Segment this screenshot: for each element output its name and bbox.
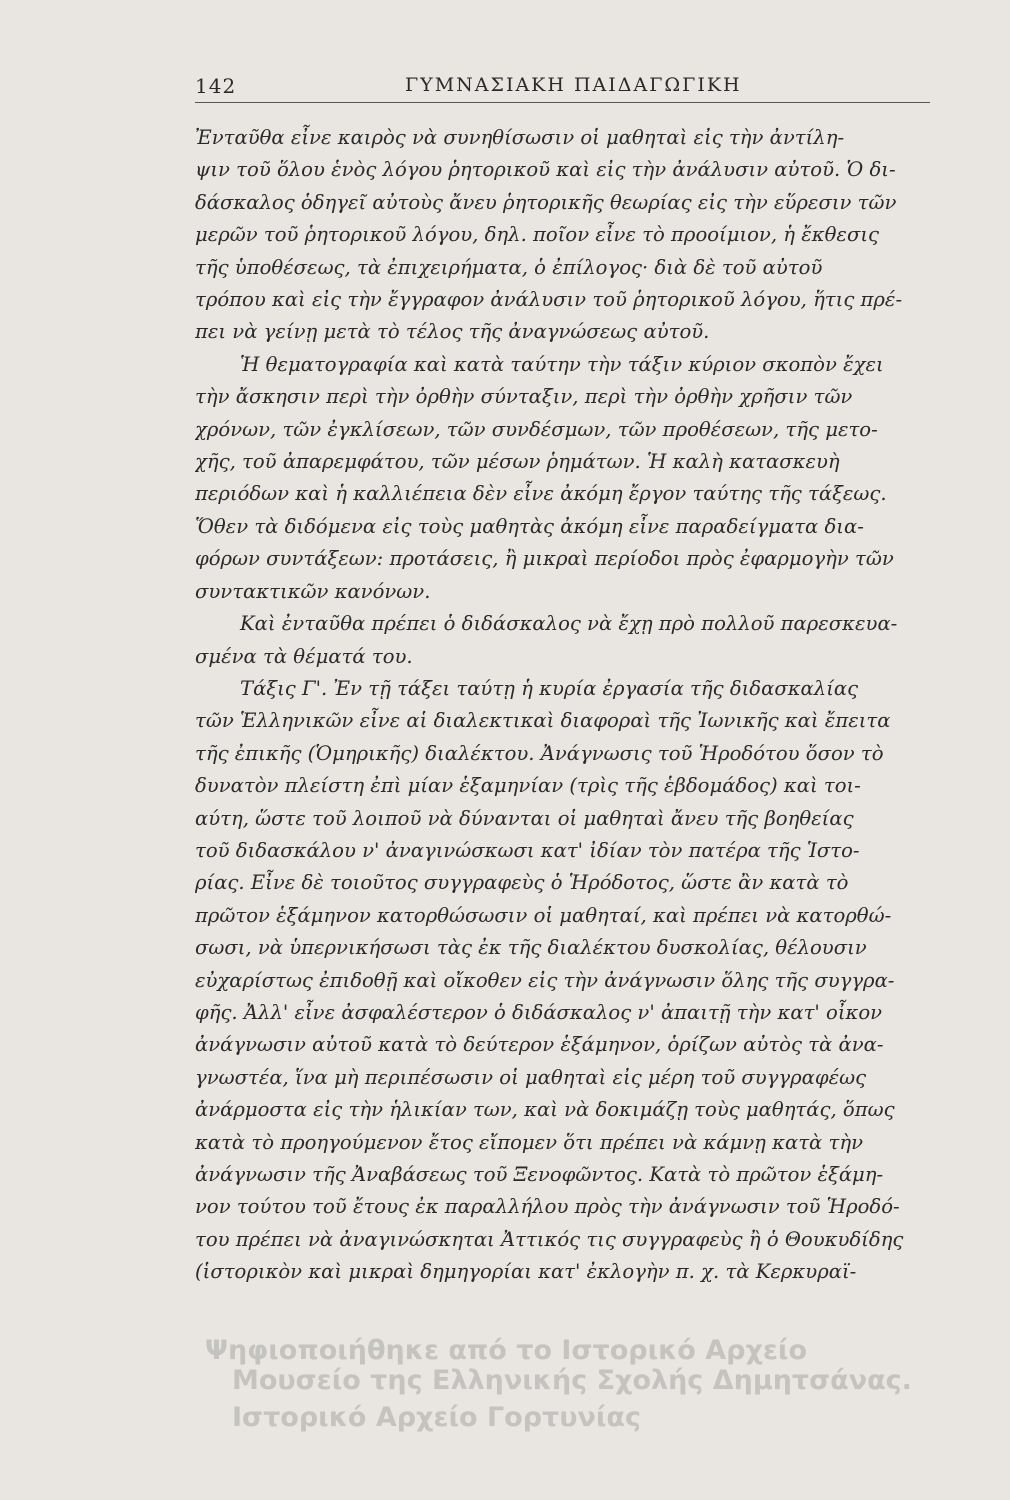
text-line: δάσκαλος ὁδηγεῖ αὐτοὺς ἄνευ ῥητορικῆς θεωρίας εἰς τὴν εὕρεσιν τῶν <box>195 190 897 214</box>
page-number: 142 <box>195 74 237 98</box>
text-line: ἀνάγνωσιν αὐτοῦ κατὰ τὸ δεύτερον ἑξάμηνον, ὁρίζων αὐτὸς τὰ ἀνα- <box>195 1033 884 1057</box>
text-line: πρῶτον ἑξάμηνον κατορθώσωσιν οἱ μαθηταί, καὶ πρέπει νὰ κατορθώ- <box>195 903 892 927</box>
text-line: ρίας. Εἶνε δὲ τοιοῦτος συγγραφεὺς ὁ Ἡρόδοτος, ὥστε ἂν κατὰ τὸ <box>195 871 849 895</box>
text-line: Ἐνταῦθα εἶνε καιρὸς νὰ συνηθίσωσιν οἱ μαθηταὶ εἰς τὴν ἀντίλη- <box>195 126 845 149</box>
section-heading-line: Τάξις Γ'. Ἐν τῇ τάξει ταύτῃ ἡ κυρία ἐργασία τῆς διδασκαλίας <box>240 676 859 700</box>
text-line: γνωστέα, ἵνα μὴ περιπέσωσιν οἱ μαθηταὶ εἰς μέρη τοῦ συγγραφέως <box>195 1065 867 1089</box>
text-line: ἀνάρμοστα εἰς τὴν ἡλικίαν των, καὶ νὰ δοκιμάζῃ τοὺς μαθητάς, ὅπως <box>195 1098 895 1122</box>
body-text <box>195 122 935 1289</box>
text-line: δυνατὸν πλείστη ἐπὶ μίαν ἑξαμηνίαν (τρὶς τῆς ἑβδομάδος) καὶ τοι- <box>195 774 861 798</box>
text-line: Ἡ θεματογραφία καὶ κατὰ ταύτην τὴν τάξιν κύριον σκοπὸν ἔχει <box>240 352 884 376</box>
watermark-line-1: Ψηφιοποιήθηκε από το Ιστορικό Αρχείο <box>205 1335 807 1366</box>
text-line: τὴν ἄσκησιν περὶ τὴν ὀρθὴν σύνταξιν, περὶ τὴν ὀρθὴν χρῆσιν τῶν <box>195 385 853 409</box>
text-line: τῶν Ἑλληνικῶν εἶνε αἱ διαλεκτικαὶ διαφοραὶ τῆς Ἰωνικῆς καὶ ἔπειτα <box>195 709 891 733</box>
text-line: τῆς ἐπικῆς (Ὁμηρικῆς) διαλέκτου. Ἀνάγνωσις τοῦ Ἡροδότου ὅσον τὸ <box>195 741 884 765</box>
text-line: (ἱστορικὸν καὶ μικραὶ δημηγορίαι κατ' ἐκλογὴν π. χ. τὰ Κερκυραϊ- <box>195 1260 857 1284</box>
text-line: ἀνάγνωσιν τῆς Ἀναβάσεως τοῦ Ξενοφῶντος. Κατὰ τὸ πρῶτον ἑξάμη- <box>195 1163 884 1186</box>
text-line: Καὶ ἐνταῦθα πρέπει ὁ διδάσκαλος νὰ ἔχῃ πρὸ πολλοῦ παρεσκευα- <box>240 612 898 636</box>
text-line: μερῶν τοῦ ῥητορικοῦ λόγου, δηλ. ποῖον εἶνε τὸ προοίμιον, ἡ ἔκθεσις <box>195 223 879 247</box>
page-header <box>195 68 930 103</box>
text-line: τοῦ διδασκάλου ν' ἀναγινώσκωσι κατ' ἰδίαν τὸν πατέρα τῆς Ἱστο- <box>195 838 860 862</box>
text-line: εὐχαρίστως ἐπιδοθῇ καὶ οἴκοθεν εἰς τὴν ἀνάγνωσιν ὅλης τῆς συγγρα- <box>195 968 895 992</box>
watermark-line-3: Ιστορικό Αρχείο Γορτυνίας <box>232 1402 641 1433</box>
watermark-line-2: Μουσείο της Ελληνικής Σχολής Δημητσάνας. <box>232 1365 912 1396</box>
text-line: χρόνων, τῶν ἐγκλίσεων, τῶν συνδέσμων, τῶν προθέσεων, τῆς μετο- <box>195 417 878 441</box>
text-line: σωσι, νὰ ὑπερνικήσωσι τὰς ἐκ τῆς διαλέκτου δυσκολίας, θέλουσιν <box>195 936 867 960</box>
text-line: περιόδων καὶ ἡ καλλιέπεια δὲν εἶνε ἀκόμη ἔργον ταύτης τῆς τάξεως. <box>195 482 887 506</box>
text-line: ψιν τοῦ ὅλου ἑνὸς λόγου ῥητορικοῦ καὶ εἰς τὴν ἀνάλυσιν αὐτοῦ. Ὁ δι- <box>195 158 896 182</box>
text-line: τρόπου καὶ εἰς τὴν ἔγγραφον ἀνάλυσιν τοῦ ῥητορικοῦ λόγου, ἥτις πρέ- <box>195 288 903 312</box>
text-line: τῆς ὑποθέσεως, τὰ ἐπιχειρήματα, ὁ ἐπίλογος· διὰ δὲ τοῦ αὐτοῦ <box>195 255 823 279</box>
text-line: φόρων συντάξεων: προτάσεις, ἢ μικραὶ περίοδοι πρὸς ἐφαρμογὴν τῶν <box>195 547 894 571</box>
running-title: ΓΥΜΝΑΣΙΑΚΗ ΠΑΙΔΑΓΩΓΙΚΗ <box>405 74 742 96</box>
text-line: Ὅθεν τὰ διδόμενα εἰς τοὺς μαθητὰς ἀκόμη εἶνε παραδείγματα δια- <box>195 514 864 538</box>
text-line: κατὰ τὸ προηγούμενον ἔτος εἴπομεν ὅτι πρέπει νὰ κάμνῃ κατὰ τὴν <box>195 1130 863 1154</box>
text-line: φῆς. Ἀλλ' εἶνε ἀσφαλέστερον ὁ διδάσκαλος ν' ἀπαιτῇ τὴν κατ' οἶκον <box>195 1000 883 1024</box>
text-line: του πρέπει νὰ ἀναγινώσκηται Ἀττικός τις συγγραφεὺς ἢ ὁ Θουκυδίδης <box>195 1227 904 1251</box>
text-line: πει νὰ γείνῃ μετὰ τὸ τέλος τῆς ἀναγνώσεως αὐτοῦ. <box>195 320 710 344</box>
text-line: συντακτικῶν κανόνων. <box>195 579 431 603</box>
text-line: χῆς, τοῦ ἀπαρεμφάτου, τῶν μέσων ῥημάτων. Ἡ καλὴ κατασκευὴ <box>195 450 840 474</box>
text-line: σμένα τὰ θέματά του. <box>195 644 413 668</box>
text-line: αύτη, ὥστε τοῦ λοιποῦ νὰ δύνανται οἱ μαθηταὶ ἄνευ τῆς βοηθείας <box>195 806 854 830</box>
text-line: νον τούτου τοῦ ἔτους ἐκ παραλλήλου πρὸς τὴν ἀνάγνωσιν τοῦ Ἡροδό- <box>195 1195 900 1219</box>
